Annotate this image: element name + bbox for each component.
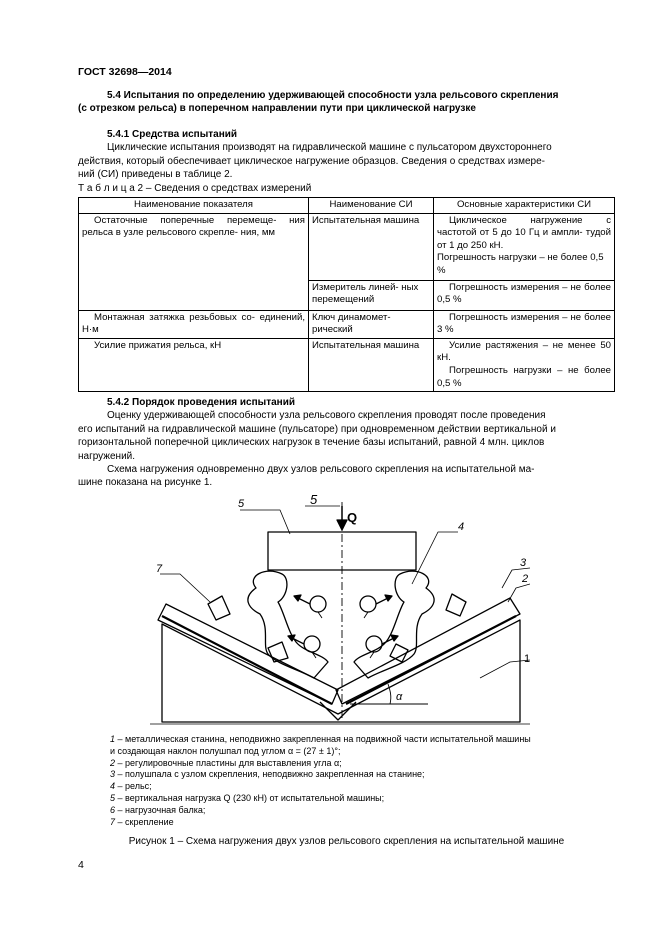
- legend-item: и создающая наклон полушпал под углом α = (27 ± 1)°;: [110, 745, 341, 756]
- dial-gauge: [360, 596, 376, 612]
- table-row: [79, 310, 615, 338]
- characteristics-text: Усилие растяжения – не менее 50 кН.: [437, 339, 611, 364]
- section-5-4-2-para1-line3: горизонтальной поперечной циклических нагрузок в течение базы испытаний, равной 4 млн. циклов: [78, 437, 545, 449]
- label-2: 2: [522, 573, 529, 585]
- label-4: 4: [458, 521, 465, 533]
- rail-right: [354, 571, 434, 678]
- table-row: [79, 213, 615, 280]
- frame-outline: [162, 620, 520, 722]
- label-alpha: α: [396, 691, 403, 703]
- table-header-cell: Наименование СИ: [309, 198, 434, 214]
- legend-item: 7 – скрепление: [110, 816, 174, 827]
- table-cell-instrument: Испытательная машина: [309, 213, 434, 280]
- half-sleeper-right: [336, 598, 520, 704]
- label-1: 1: [524, 653, 530, 665]
- table-cell-instrument: Измеритель линей- ных перемещений: [309, 280, 434, 310]
- section-5-4-1-title: 5.4.1 Средства испытаний: [107, 129, 238, 140]
- center-notch: [320, 702, 356, 720]
- fastening-left-2: [268, 642, 288, 662]
- legend-item: 4 – рельс;: [110, 781, 152, 792]
- fastening-left: [208, 596, 230, 620]
- legend-item: 5 – вертикальная нагрузка Q (230 кН) от испытательной машины;: [110, 792, 385, 803]
- section-5-4-2-para1-line1: Оценку удерживающей способности узла рельсового скрепления проводят после проведения: [107, 410, 546, 422]
- section-5-4-2-para2-line2: шине показана на рисунке 1.: [78, 477, 213, 489]
- section-5-4-1-para-line1: Циклические испытания производят на гидравлической машине с пульсатором двухстороннего: [107, 142, 552, 154]
- leader-line: [480, 658, 530, 678]
- label-3: 3: [520, 557, 527, 569]
- dial-gauge: [304, 636, 320, 652]
- gauge-stem: [312, 612, 374, 658]
- table-header-cell: Основные характеристики СИ: [434, 198, 615, 214]
- fastening-right: [446, 594, 466, 616]
- section-5-4-2-title: 5.4.2 Порядок проведения испытаний: [107, 397, 295, 408]
- table-cell-characteristics: Погрешность измерения – не более 0,5 %: [434, 280, 615, 310]
- section-5-4-1-para-line2: действия, который обеспечивает циклическое нагружение образцов. Сведения о средствах измере-: [78, 155, 545, 167]
- table-row: [79, 338, 615, 391]
- label-7: 7: [156, 563, 163, 575]
- dial-gauge: [310, 596, 326, 612]
- table-caption: Т а б л и ц а 2 – Сведения о средствах измерений: [78, 183, 312, 194]
- legend-item: 1 – металлическая станина, неподвижно закрепленная на подвижной части испытательной машины: [110, 734, 531, 744]
- characteristics-text: Погрешность нагрузки – не более 0,5 %: [437, 364, 611, 389]
- legend-item: 6 – нагрузочная балка;: [110, 804, 206, 815]
- section-5-4-2-para1-line2: его испытаний на гидравлической машине (пульсаторе) при одновременном действии вертикальной и: [78, 423, 556, 435]
- table-cell-characteristics: [434, 338, 615, 391]
- table-cell-indicator: Остаточные поперечные перемеще- ния рельса в узле рельсового скрепле- ния, мм: [79, 213, 309, 310]
- section-5-4-2-para1-line4: нагружений.: [78, 450, 136, 462]
- table-cell-instrument: Ключ динамомет- рический: [309, 310, 434, 338]
- table-cell-characteristics: [434, 213, 615, 280]
- page-number: 4: [78, 859, 84, 871]
- regulating-plate-left: [162, 616, 332, 704]
- standard-header: ГОСТ 32698—2014: [78, 66, 172, 78]
- leader-line: [412, 532, 458, 584]
- label-5-load: 5: [310, 492, 318, 507]
- table-cell-indicator: Усилие прижатия рельса, кН: [79, 338, 309, 391]
- section-5-4-2: [78, 396, 615, 490]
- loading-scheme-drawing: [150, 492, 530, 732]
- section-5-4-1-para-line3: ний (СИ) приведены в таблице 2.: [78, 169, 233, 181]
- load-arrow-head: [337, 520, 347, 530]
- figure-caption: Рисунок 1 – Схема нагружения двух узлов рельсового скрепления на испытательной машине: [128, 836, 565, 847]
- table-header-row: [79, 198, 615, 214]
- label-5-beam: 5: [238, 498, 245, 510]
- leader-line: [240, 510, 290, 534]
- table-cell-instrument: Испытательная машина: [309, 338, 434, 391]
- section-5-4-1: [78, 128, 615, 182]
- table-header-cell: Наименование показателя: [79, 198, 309, 214]
- leader-line: [160, 574, 210, 602]
- table-cell-indicator: Монтажная затяжка резьбовых со- единений, Н·м: [79, 310, 309, 338]
- figure-legend: [110, 734, 620, 828]
- table-cell-characteristics: Погрешность измерения – не более 3 %: [434, 310, 615, 338]
- legend-item: 2 – регулировочные пластины для выставления угла α;: [110, 757, 342, 768]
- section-5-4-2-para2-line1: Схема нагружения одновременно двух узлов рельсового скрепления на испытательной ма-: [107, 464, 535, 476]
- half-sleeper-left: [158, 604, 338, 704]
- section-5-4-title: [78, 89, 615, 116]
- rail-left: [248, 571, 328, 678]
- label-q: Q: [347, 510, 358, 525]
- dial-gauge: [366, 636, 382, 652]
- characteristics-text: Погрешность нагрузки – не более 0,5 %: [437, 252, 604, 276]
- legend-item: 3 – полушпала с узлом скрепления, неподвижно закрепленная на станине;: [110, 769, 425, 780]
- measuring-instruments-table: [78, 197, 615, 392]
- characteristics-text: Циклическое нагружение с частотой от 5 до 10 Гц и ампли- тудой от 1 до 250 кН.: [437, 214, 611, 251]
- section-5-4-title-line1: 5.4 Испытания по определению удерживающей способности узла рельсового скрепления: [107, 90, 559, 101]
- section-5-4-title-line2: (с отрезком рельса) в поперечном направлении пути при циклической нагрузке: [78, 103, 476, 115]
